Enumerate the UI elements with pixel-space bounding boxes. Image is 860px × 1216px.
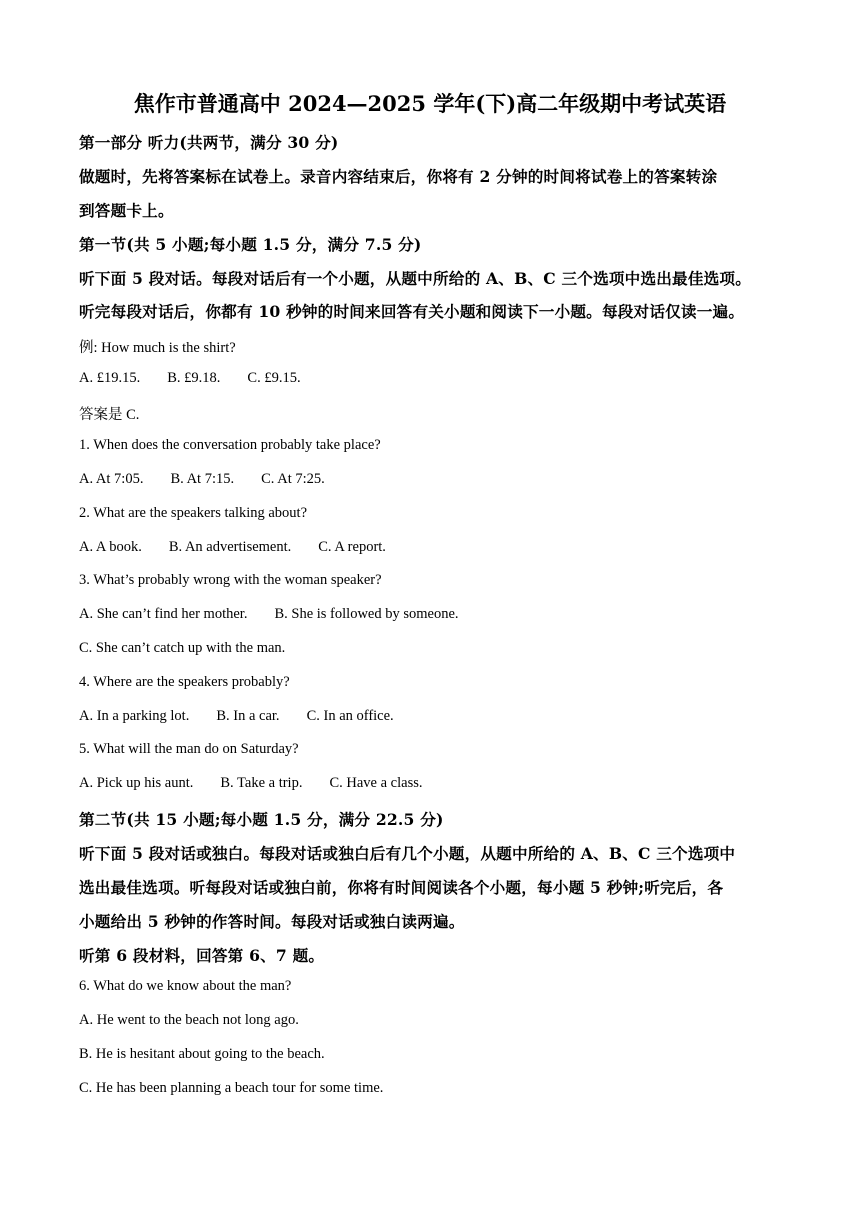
- option-b: B. In a car.: [216, 708, 280, 724]
- option-b: B. At 7:15.: [170, 471, 235, 487]
- question-3-options: [79, 606, 459, 623]
- question-3-option-c: C. She can’t catch up with the man.: [79, 640, 286, 656]
- option-a: A. £19.15.: [79, 370, 141, 386]
- question-6: 6. What do we know about the man?: [79, 978, 292, 994]
- example-answer: 答案是 C.: [79, 407, 140, 423]
- part1-heading: 第一部分 听力(共两节，满分 30 分): [79, 133, 339, 152]
- question-2-options: [79, 539, 386, 556]
- option-c: C. A report.: [318, 539, 386, 555]
- example-question: 例: How much is the shirt?: [79, 340, 236, 356]
- section2-heading: 第二节(共 15 小题;每小题 1.5 分，满分 22.5 分): [79, 810, 444, 829]
- option-a: A. In a parking lot.: [79, 708, 190, 724]
- section1-directions-1: 听下面 5 段对话。每段对话后有一个小题，从题中所给的 A、B、C 三个选项中选出最佳选项。: [79, 269, 752, 288]
- question-6-option-a: A. He went to the beach not long ago.: [79, 1012, 299, 1028]
- question-6-option-b: B. He is hesitant about going to the beach.: [79, 1046, 325, 1062]
- question-1-options: [79, 471, 325, 488]
- section1-heading: 第一节(共 5 小题;每小题 1.5 分，满分 7.5 分): [79, 235, 422, 254]
- example-options: [79, 370, 301, 387]
- material-heading: 听第 6 段材料，回答第 6、7 题。: [79, 946, 325, 965]
- instruction-line-1: 做题时，先将答案标在试卷上。录音内容结束后，你将有 2 分钟的时间将试卷上的答案转涂: [79, 167, 718, 186]
- option-a: A. At 7:05.: [79, 471, 144, 487]
- option-b: B. Take a trip.: [220, 775, 303, 791]
- option-c: C. Have a class.: [329, 775, 423, 791]
- section2-directions-1: 听下面 5 段对话或独白。每段对话或独白后有几个小题，从题中所给的 A、B、C 三个选项中: [79, 844, 736, 863]
- section1-directions-2: 听完每段对话后，你都有 10 秒钟的时间来回答有关小题和阅读下一小题。每段对话仅读一遍。: [79, 302, 745, 321]
- option-a: A. A book.: [79, 539, 142, 555]
- question-2: 2. What are the speakers talking about?: [79, 505, 308, 521]
- option-c: C. £9.15.: [247, 370, 301, 386]
- page-title: 焦作市普通高中 2024—2025 学年(下)高二年级期中考试英语: [133, 91, 727, 116]
- question-6-option-c: C. He has been planning a beach tour for some time.: [79, 1080, 384, 1096]
- option-c: C. At 7:25.: [261, 471, 325, 487]
- question-4: 4. Where are the speakers probably?: [79, 674, 290, 690]
- question-5-options: [79, 775, 422, 792]
- question-4-options: [79, 708, 394, 725]
- instruction-line-2: 到答题卡上。: [79, 201, 174, 220]
- option-a: A. Pick up his aunt.: [79, 775, 194, 791]
- option-c: C. In an office.: [306, 708, 394, 724]
- option-a: A. She can’t find her mother.: [79, 606, 248, 622]
- question-5: 5. What will the man do on Saturday?: [79, 741, 299, 757]
- question-3: 3. What’s probably wrong with the woman speaker?: [79, 572, 382, 588]
- section2-directions-2: 选出最佳选项。听每段对话或独白前，你将有时间阅读各个小题，每小题 5 秒钟;听完后，各: [79, 878, 724, 897]
- question-1: 1. When does the conversation probably take place?: [79, 437, 381, 453]
- section2-directions-3: 小题给出 5 秒钟的作答时间。每段对话或独白读两遍。: [79, 912, 465, 931]
- option-b: B. An advertisement.: [168, 539, 292, 555]
- option-b: B. £9.18.: [167, 370, 221, 386]
- option-b: B. She is followed by someone.: [274, 606, 459, 622]
